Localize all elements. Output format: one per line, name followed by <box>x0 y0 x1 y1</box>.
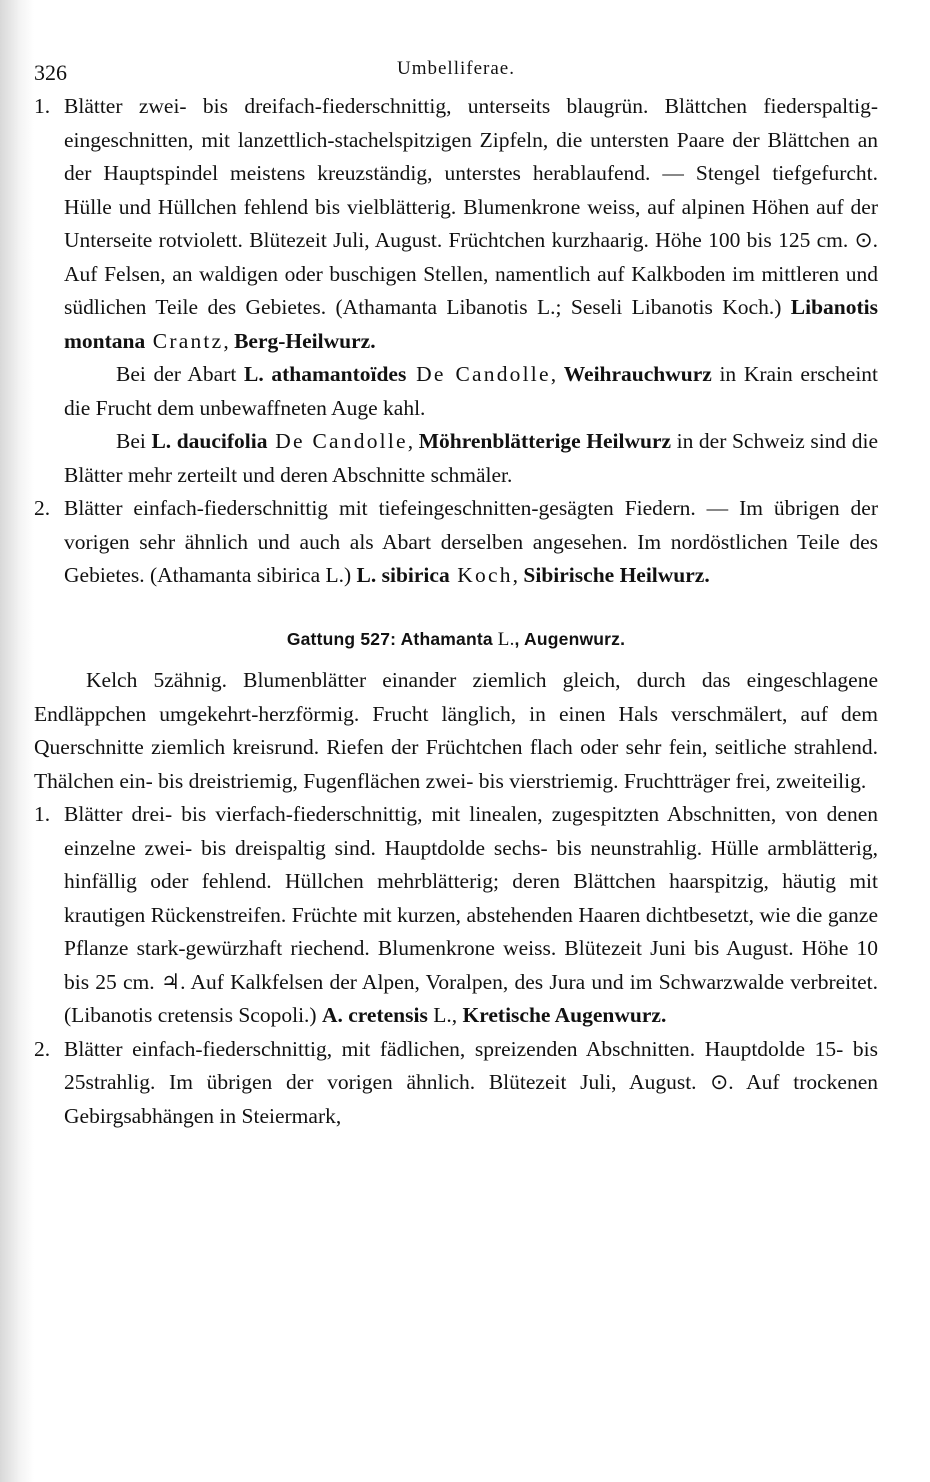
separator: , <box>223 328 235 353</box>
page-number: 326 <box>34 60 67 85</box>
genus-title: Gattung 527: Athamanta <box>286 628 493 649</box>
variety-prefix: Bei der Abart <box>116 362 244 386</box>
item-text: Blätter einfach-fiederschnittig mit tiefeingeschnitten-gesägten Fiedern. — Im übrigen der vorigen sehr ähnlich und auch als Abart derselben angesehen. Im nordöstlichen Teile des Gebietes. (Athamanta sibirica L.) <box>64 496 878 587</box>
page-body <box>34 90 878 1133</box>
genus-description: Kelch 5zähnig. Blumenblätter einander ziemlich gleich, durch das eingeschlagene Endläppchen umgekehrt-herzförmig. Frucht länglich, in einen Hals verschmälert, auf dem Querschnitte ziemlich kreisrund. Riefen der Früchtchen flach oder sehr fein, seitliche strahlend. Thälchen ein- bis dreistriemig, Fugenflächen zwei- bis vierstriemig. Fruchtträger frei, zweiteilig. <box>34 668 878 793</box>
variety-name: L. athamantoïdes <box>243 362 407 386</box>
key-item-athamanta-2 <box>34 1033 878 1134</box>
key-item-athamanta-1 <box>34 798 878 1033</box>
separator: , <box>550 362 564 386</box>
variety-author: De Candolle <box>267 429 408 453</box>
variety-common-name: Weihrauchwurz <box>563 362 712 386</box>
species-name: A. cretensis <box>321 1003 428 1027</box>
variety-common-name: Möhrenblätterige Heilwurz <box>418 429 672 453</box>
item-text: Blätter einfach-fiederschnittig, mit fädlichen, spreizenden Abschnitten. Hauptdolde 15- bis 25strahlig. Im übrigen der vorigen ähnlich. Blütezeit Juli, August. ⊙. Auf trockenen Gebirgsabhängen in Steiermark, <box>64 1036 878 1128</box>
item-number: 1. <box>34 94 51 118</box>
genus-common-name: , Augenwurz. <box>514 628 626 649</box>
variety-text: in der Schweiz sind die Blätter mehr zerteilt und deren Abschnitte schmäler. <box>64 429 879 487</box>
separator: , <box>407 429 419 453</box>
page-header <box>34 50 878 90</box>
species-name: Libanotis montana <box>64 295 878 353</box>
variety-athamantoides <box>34 358 878 425</box>
page-gutter-shadow <box>0 0 34 1482</box>
item-number: 1. <box>34 802 51 826</box>
separator: , <box>451 1003 463 1027</box>
item-number: 2. <box>34 1036 51 1061</box>
species-name: L. sibirica <box>356 563 450 587</box>
genus-heading <box>34 623 878 657</box>
species-author: Koch <box>449 563 513 587</box>
variety-prefix: Bei <box>116 429 152 453</box>
key-item-libanotis-2 <box>34 492 878 593</box>
item-text: Blätter drei- bis vierfach-fiederschnittig, mit linealen, zugespitzten Abschnitten, von denen einzelne zwei- bis dreispaltig sind. Hauptdolde sechs- bis neunstrahlig. Hülle armblätterig, hinfällig oder fehlend. Hüllchen mehrblätterig; deren Blättchen haarspitzig, häutig mit krautigen Rückenstreifen. Früchte mit kurzen, abstehenden Haaren dichtbesetzt, wie die ganze Pflanze stark-gewürzhaft riechend. Blumenkrone weiss. Blütezeit Juni bis August. Höhe 10 bis 25 cm. ♃. Auf Kalkfelsen der Alpen, Voralpen, des Jura und im Schwarzwalde verbreitet. (Libanotis cretensis Scopoli.) <box>64 802 878 1027</box>
separator: , <box>512 563 524 587</box>
item-text: Blätter zwei- bis dreifach-fiederschnittig, unterseits blaugrün. Blättchen fiederspaltig-eingeschnitten, mit lanzettlich-stachelspitzigen Zipfeln, die untersten Paare der Blättchen an der Hauptspindel meistens kreuzständig, unterstes herablaufend. — Stengel tiefgefurcht. Hülle und Hüllchen fehlend bis vielblätterig. Blumenkrone weiss, auf alpinen Höhen auf der Unterseite rotviolett. Blütezeit Juli, August. Früchtchen kurzhaarig. Höhe 100 bis 125 cm. ⊙. Auf Felsen, an waldigen oder buschigen Stellen, namentlich auf Kalkboden im mittleren und südlichen Teile des Gebietes. (Athamanta Libanotis L.; Seseli Libanotis Koch.) <box>64 94 878 319</box>
species-author: Crantz <box>145 328 224 353</box>
common-name: Kretische Augenwurz. <box>462 1003 667 1027</box>
species-author: L. <box>427 1003 452 1027</box>
genus-author: L. <box>492 628 515 650</box>
item-number: 2. <box>34 496 51 520</box>
variety-text: in Krain erscheint die Frucht dem unbewaffneten Auge kahl. <box>64 362 879 420</box>
variety-author: De Candolle <box>406 362 551 386</box>
variety-name: L. daucifolia <box>151 429 268 453</box>
common-name: Sibirische Heilwurz. <box>523 563 710 587</box>
common-name: Berg-Heilwurz. <box>234 328 376 353</box>
key-item-libanotis-1 <box>34 90 878 358</box>
variety-daucifolia <box>34 425 878 492</box>
running-title: Umbelliferae. <box>397 58 515 79</box>
